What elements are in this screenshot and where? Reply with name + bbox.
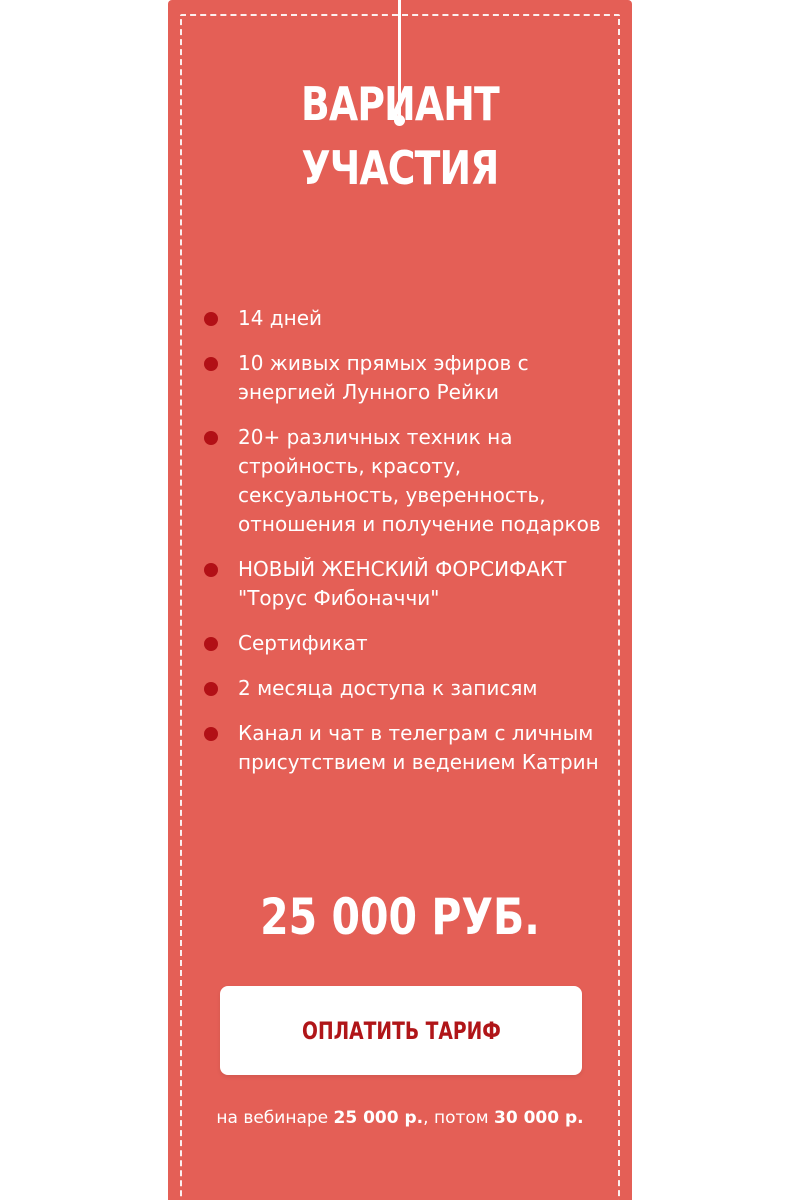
tariff-card (168, 0, 632, 1200)
feature-item (198, 629, 608, 658)
price: 25 000 РУБ. (260, 888, 540, 946)
bullet-icon (204, 727, 218, 741)
price-note (168, 1104, 632, 1132)
feature-text: НОВЫЙ ЖЕНСКИЙ ФОРСИФАКТ "Торус Фибоначчи" (238, 557, 567, 610)
note-prefix: на вебинаре (216, 1108, 334, 1128)
feature-text: 2 месяца доступа к записям (238, 676, 538, 700)
feature-item (198, 304, 608, 333)
feature-item (198, 719, 608, 777)
feature-item (198, 674, 608, 703)
feature-text: Канал и чат в телеграм с личным присутствием и ведением Катрин (238, 721, 599, 774)
bullet-icon (204, 682, 218, 696)
pay-button-label: ОПЛАТИТЬ ТАРИФ (301, 1016, 501, 1045)
feature-text: 10 живых прямых эфиров с энергией Лунного Рейки (238, 351, 529, 404)
feature-item (198, 349, 608, 407)
feature-item (198, 555, 608, 613)
feature-text: 20+ различных техник на стройность, красоту, сексуальность, уверенность, отношения и получение подарков (238, 425, 601, 536)
note-later-price: 30 000 р. (494, 1108, 584, 1128)
feature-list (198, 304, 608, 793)
note-webinar-price: 25 000 р. (333, 1108, 424, 1128)
bullet-icon (204, 357, 218, 371)
bullet-icon (204, 431, 218, 445)
bullet-icon (204, 312, 218, 326)
note-middle: , потом (423, 1108, 494, 1128)
feature-text: 14 дней (238, 306, 323, 330)
bullet-icon (204, 563, 218, 577)
pay-tariff-button[interactable] (220, 986, 582, 1075)
feature-item (198, 423, 608, 539)
card-title: ВАРИАНТ УЧАСТИЯ (301, 77, 499, 195)
bullet-icon (204, 637, 218, 651)
feature-text: Сертификат (238, 631, 368, 655)
